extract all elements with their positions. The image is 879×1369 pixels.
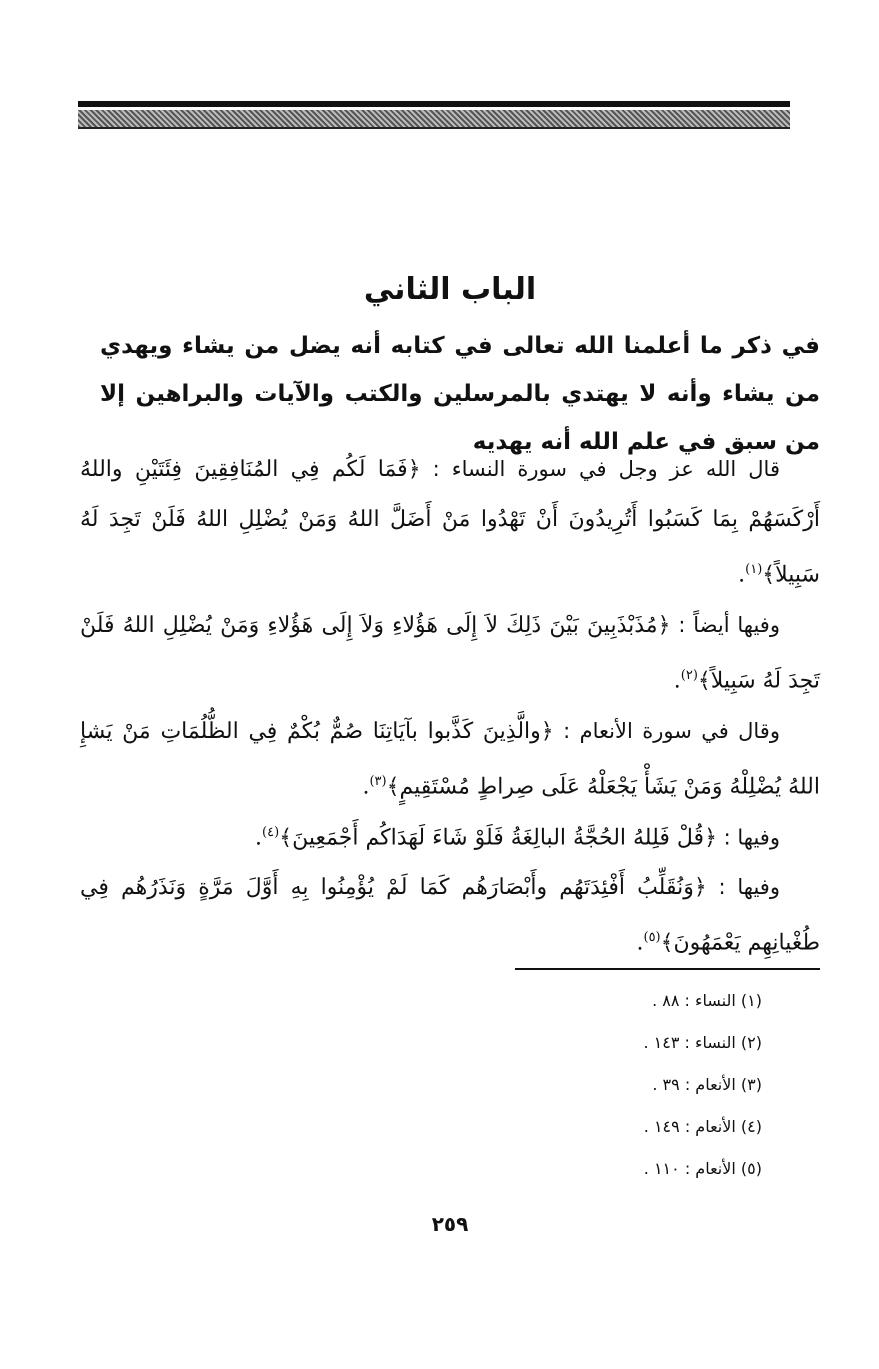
header-ornament-band bbox=[78, 110, 790, 129]
sentence-end: . bbox=[738, 562, 746, 588]
footnote-item: (٥) الأنعام : ١١٠ . bbox=[643, 1159, 762, 1178]
footnote-ref: (٣) bbox=[369, 774, 387, 789]
paragraph-anam-39 bbox=[80, 706, 820, 812]
paragraph-anam-110 bbox=[80, 862, 820, 968]
quran-verse: ﴿والَّذِينَ كَذَّبوا بآيَاتِنَا صُمٌّ بُكْمٌ فِي الظُّلُمَاتِ مَنْ يَشإِ اللهُ يُضْلِلْهُ وَمَنْ يَشَأْ يَجْعَلْهُ عَلَى صِراطٍ مُسْتَقِيمٍ﴾ bbox=[80, 719, 820, 800]
footnote-ref: (١) bbox=[745, 562, 763, 577]
paragraph-lead: وفيها أيضاً : bbox=[678, 613, 780, 637]
chapter-subtitle: في ذكر ما أعلمنا الله تعالى في كتابه أنه يضل من يشاء ويهدي من يشاء وأنه لا يهتدي بالمرسلين والكتب والآيات والبراهين إلا من سبق في علم الله أنه يهديه bbox=[100, 333, 820, 455]
sentence-end: . bbox=[673, 668, 681, 694]
footnotes-list bbox=[643, 985, 762, 1195]
paragraph-lead: قال الله عز وجل في سورة النساء : bbox=[432, 457, 780, 481]
quran-verse: ﴿وَنُقَلِّبُ أَفْئِدَتَهُم وأَبْصَارَهُم كَمَا لَمْ يُؤْمِنُوا بِهِ أَوَّلَ مَرَّةٍ وَنَذَرُهُم فِي طُغْيانِهِم يَعْمَهُونَ﴾ bbox=[80, 875, 820, 956]
paragraph-lead: وقال في سورة الأنعام : bbox=[563, 719, 780, 743]
footnote-ref: (٢) bbox=[680, 668, 698, 683]
sentence-end: . bbox=[255, 825, 263, 851]
quran-verse: ﴿قُلْ فَلِلهُ الحُجَّةُ البالِغَةُ فَلَوْ شَاءَ لَهَدَاكُم أَجْمَعِينَ﴾ bbox=[279, 825, 717, 851]
footnote-ref: (٤) bbox=[262, 825, 280, 840]
paragraph-nisa-88 bbox=[80, 444, 820, 600]
quran-verse: ﴿مُذَبْذَبِينَ بَيْنَ ذَلِكَ لاَ إِلَى هَؤُلاءِ وَلاَ إِلَى هَؤُلاءِ وَمَنْ يُضْلِلِ اللهُ فَلَنْ تَجِدَ لَهُ سَبِيلاً﴾ bbox=[80, 613, 820, 694]
paragraph-lead: وفيها : bbox=[723, 825, 780, 850]
footnote-item: (٤) الأنعام : ١٤٩ . bbox=[643, 1117, 762, 1136]
footnote-item: (١) النساء : ٨٨ . bbox=[652, 991, 762, 1010]
chapter-title: الباب الثاني bbox=[363, 272, 537, 307]
header-rule bbox=[78, 101, 790, 107]
footnote-divider bbox=[515, 968, 820, 970]
footnote-item: (٣) الأنعام : ٣٩ . bbox=[652, 1075, 762, 1094]
quran-verse: ﴿فَمَا لَكُم فِي المُنَافِقِينَ فِئَتَيْنِ واللهُ أَرْكَسَهُمْ بِمَا كَسَبُوا أَتُرِيدُونَ أَنْ تَهْدُوا مَنْ أَضَلَّ اللهُ وَمَنْ يُضْلِلِ اللهُ فَلَنْ تَجِدَ لَهُ سَبِيلاً﴾ bbox=[80, 457, 820, 588]
footnote-ref: (٥) bbox=[643, 930, 661, 945]
sentence-end: . bbox=[636, 930, 644, 956]
sentence-end: . bbox=[362, 774, 370, 800]
footnote-item: (٢) النساء : ١٤٣ . bbox=[643, 1033, 762, 1052]
paragraph-lead: وفيها : bbox=[718, 875, 780, 899]
paragraph-nisa-143 bbox=[80, 600, 820, 706]
paragraph-anam-149 bbox=[80, 808, 820, 863]
page-number: ٢٥٩ bbox=[431, 1212, 469, 1236]
